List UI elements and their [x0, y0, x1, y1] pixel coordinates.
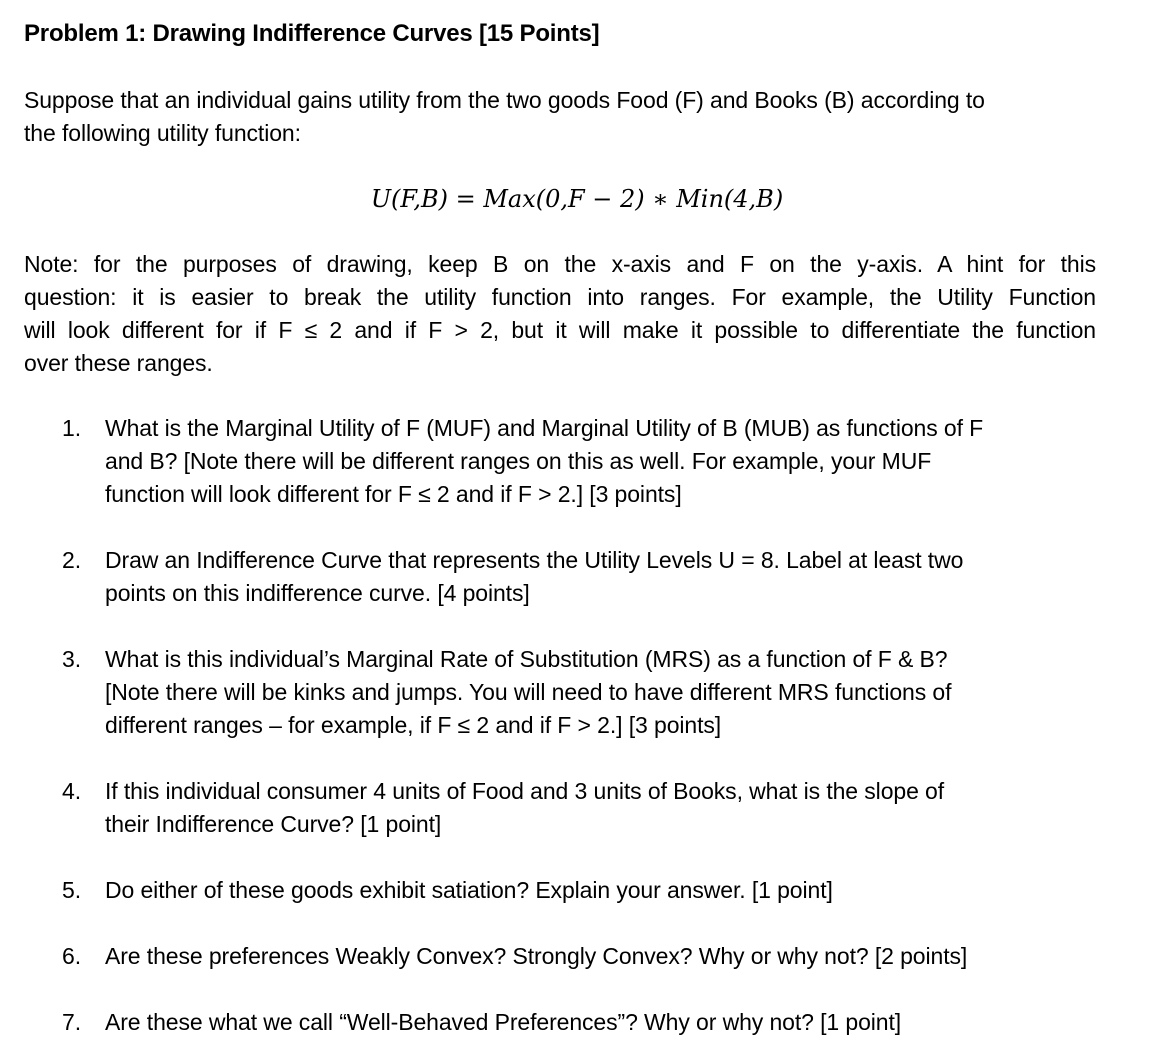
note-line: will look different for if F ≤ 2 and if F > 2, but it will make it possible to differentiate the function [24, 317, 1096, 343]
question-line: What is the Marginal Utility of F (MUF) and Marginal Utility of B (MUB) as functions of F [105, 415, 984, 441]
question-text [105, 940, 1105, 973]
question-text [105, 775, 1105, 841]
question-text [105, 1006, 1105, 1039]
note-paragraph [24, 248, 1096, 380]
note-line: question: it is easier to break the utility function into ranges. For example, the Utility Function [24, 284, 1096, 310]
question-text [105, 643, 1105, 742]
question-line: If this individual consumer 4 units of Food and 3 units of Books, what is the slope of [105, 778, 945, 804]
question-number: 4. [62, 778, 81, 804]
question-number: 6. [62, 943, 81, 969]
question-number: 2. [62, 547, 81, 573]
question-number: 7. [62, 1009, 81, 1035]
question-line: and B? [Note there will be different ranges on this as well. For example, your MUF [105, 448, 932, 474]
question-number: 1. [62, 415, 81, 441]
question-line: Are these preferences Weakly Convex? Strongly Convex? Why or why not? [2 points] [105, 943, 968, 969]
intro-line: Suppose that an individual gains utility from the two goods Food (F) and Books (B) according to [24, 87, 985, 113]
question-line: Do either of these goods exhibit satiation? Explain your answer. [1 point] [105, 877, 833, 903]
note-line: over these ranges. [24, 350, 213, 376]
question-text [105, 544, 1105, 610]
question-line: [Note there will be kinks and jumps. You will need to have different MRS functions of [105, 679, 952, 705]
question-text [105, 412, 1105, 511]
utility-function-equation: U(F,B) = Max(0,F − 2) ∗ Min(4,B) [370, 185, 784, 213]
problem-title: Problem 1: Drawing Indifference Curves [15 Points] [24, 20, 600, 47]
question-line: their Indifference Curve? [1 point] [105, 811, 442, 837]
intro-line: the following utility function: [24, 120, 301, 146]
question-text [105, 874, 1105, 907]
question-line: Are these what we call “Well-Behaved Preferences”? Why or why not? [1 point] [105, 1009, 902, 1035]
question-line: different ranges – for example, if F ≤ 2 and if F > 2.] [3 points] [105, 712, 722, 738]
question-number: 5. [62, 877, 81, 903]
question-line: points on this indifference curve. [4 points] [105, 580, 530, 606]
question-line: Draw an Indifference Curve that represents the Utility Levels U = 8. Label at least two [105, 547, 964, 573]
question-number: 3. [62, 646, 81, 672]
question-line: function will look different for F ≤ 2 and if F > 2.] [3 points] [105, 481, 682, 507]
intro-paragraph [24, 84, 1084, 150]
note-line: Note: for the purposes of drawing, keep B on the x-axis and F on the y-axis. A hint for this [24, 251, 1096, 277]
question-line: What is this individual’s Marginal Rate of Substitution (MRS) as a function of F & B? [105, 646, 948, 672]
